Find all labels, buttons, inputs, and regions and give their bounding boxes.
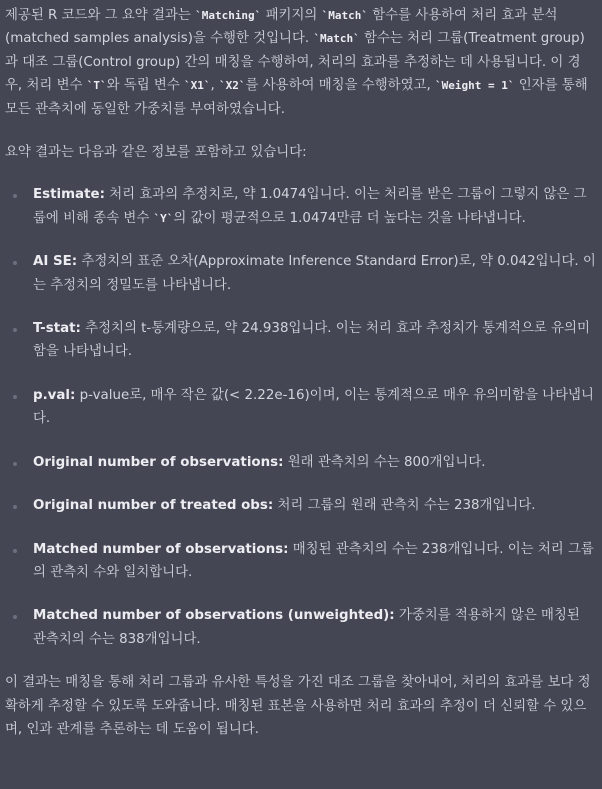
inline-code: `Match`	[313, 32, 360, 46]
item-desc: 의 값이 평균적으로 1.0474만큼 더 높다는 것을 나타냅니다.	[173, 210, 526, 226]
list-item-matched-unweighted	[5, 604, 596, 651]
conclusion-paragraph: 이 결과는 매칭을 통해 처리 그룹과 유사한 특성을 가진 대조 그룹을 찾아내어, 처리의 효과를 보다 정확하게 추정할 수 있도록 도와줍니다. 매칭된 표본을 사용하면 처리 효과의 추정이 더 신뢰할 수 있으며, 인과 관계를 추론하는 데 도움이 됩니다.	[5, 675, 591, 737]
intro-text: 제공된 R 코드와 그 요약 결과는	[5, 8, 196, 23]
list-item-matched-obs	[5, 538, 596, 585]
list-item-original-obs	[5, 451, 596, 474]
item-desc: 가중치를 적용하지 않은 매칭된 관측치의 수는 838개입니다.	[33, 608, 580, 647]
item-term: Original number of treated obs:	[33, 498, 274, 514]
item-desc: p-value로, 매우 작은 값(< 2.22e-16)이며, 이는 통계적으로 매우 유의미함을 나타냅니다.	[33, 387, 594, 427]
inline-code: `X2`	[219, 79, 246, 93]
inline-code: `T`	[86, 79, 107, 93]
inline-code: `Matching`	[195, 9, 262, 22]
item-term: Estimate:	[33, 187, 105, 203]
list-item-ai-se	[5, 250, 596, 297]
item-desc: 처리 효과의 추정치로, 약 1.0474입니다. 이는 처리를 받은 그룹이 그렇지 않은 그룹에 비해 종속 변수	[33, 187, 587, 226]
intro-text: 함수를 사용하여 처리 효과 분석(matched samples analysis)을 수행한 것입니다.	[5, 8, 558, 47]
item-term: AI SE:	[33, 254, 78, 270]
list-item-p-val	[5, 384, 596, 431]
item-desc: 매칭된 관측치의 수는 238개입니다. 이는 처리 그룹의 관측치 수와 일치합니다.	[33, 541, 594, 580]
list-item-t-stat	[5, 317, 596, 364]
item-term: p.val:	[33, 387, 76, 403]
intro-text: 인자를 통해 모든 관측치에 동일한 가중치를 부여하였습니다.	[5, 78, 588, 117]
result-list	[5, 183, 596, 651]
item-term: T-stat:	[33, 321, 81, 337]
item-desc: 원래 관측치의 수는 800개입니다.	[283, 454, 486, 470]
inline-code: `Y`	[153, 211, 174, 225]
intro-text: ,	[210, 78, 220, 94]
summary-intro: 요약 결과는 다음과 같은 정보를 포함하고 있습니다:	[5, 145, 307, 161]
item-desc: 추정치의 t-통계량으로, 약 24.938입니다. 이는 처리 효과 추정치가 통계적으로 유의미함을 나타냅니다.	[33, 321, 590, 360]
intro-text: 패키지의	[261, 8, 322, 23]
list-item-estimate	[5, 183, 596, 230]
intro-text: 함수는 처리 그룹(Treatment group)과 대조 그룹(Control group) 간의 매칭을 수행하여, 처리의 효과를 추정하는 데 사용됩니다. 이 경우, 처리 변수	[5, 31, 585, 94]
item-term: Matched number of observations:	[33, 541, 289, 557]
item-desc: 추정치의 표준 오차(Approximate Inference Standard Error)로, 약 0.042입니다. 이는 추정치의 정밀도를 나타냅니다.	[33, 254, 596, 293]
intro-text: 를 사용하여 매칭을 수행하였고,	[245, 78, 435, 94]
item-term: Original number of observations:	[33, 454, 284, 470]
inline-code: `X1`	[184, 79, 211, 93]
intro-text: 와 독립 변수	[106, 78, 185, 94]
list-item-original-treated	[5, 494, 596, 517]
intro-paragraph	[5, 4, 596, 121]
inline-code: `Weight = 1`	[435, 79, 515, 93]
inline-code: `Match`	[321, 9, 368, 22]
item-term: Matched number of observations (unweighted):	[33, 608, 395, 624]
item-desc: 처리 그룹의 원래 관측치 수는 238개입니다.	[273, 498, 536, 514]
